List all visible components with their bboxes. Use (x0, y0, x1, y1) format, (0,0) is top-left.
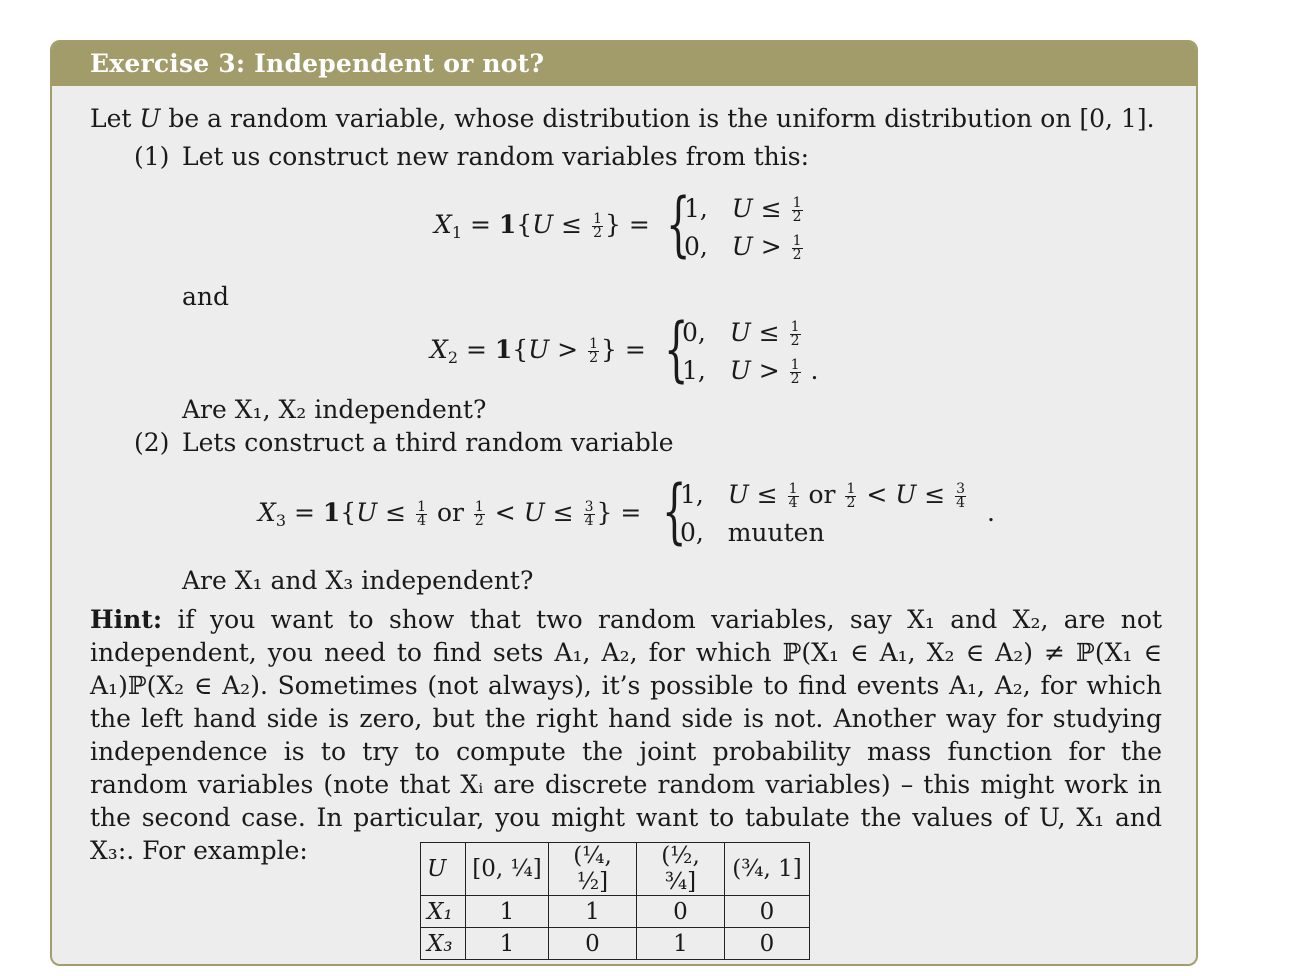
part1-number: (1) (134, 142, 170, 171)
equation-x2-lhs: $X_2 = 1\{U$ > $\frac{1}{2}$ } = (430, 335, 646, 367)
intro-line (90, 104, 1155, 133)
or-word: or (436, 498, 464, 527)
equation-x1-lhs: $X_1 = 1\{U$ ≤ $\frac{1}{2}$ } = (434, 210, 650, 242)
hint-paragraph (90, 603, 1162, 867)
table-cell: 0 (725, 896, 810, 928)
table-cell: 1 (637, 928, 725, 960)
table-cell: 0 (549, 928, 637, 960)
table-row (421, 928, 810, 960)
table-header-row (421, 843, 810, 896)
table-header-cell: (¾, 1] (725, 843, 810, 896)
exercise-box (50, 40, 1198, 966)
equation-x2-case1: 0, U ≤ $\frac{1}{2}$ (682, 318, 800, 349)
intro-pre: Let (90, 104, 140, 133)
table-row (421, 896, 810, 928)
equation-x3-case1: 1, U ≤ $\frac{1}{4}$ or $\frac{1}{2}$ < U ≤ $\frac{3}{4}$ (680, 480, 966, 511)
equation-x2-case2: 1, U > $\frac{1}{2}$ . (682, 356, 819, 387)
table-cell: 1 (466, 896, 549, 928)
intro-post: be a random variable, whose distribution is the uniform distribution on [0, 1]. (160, 104, 1155, 133)
equation-x3-lhs: $X_3 = 1\{U$ ≤ $\frac{1}{4}$ or $\frac{1}{2}$ < U ≤ $\frac{3}{4}$ } = (258, 498, 642, 530)
table-header-cell: (¼, ½] (549, 843, 637, 896)
hint-text: if you want to show that two random variables, say X₁ and X₂, are not independent, you need to find sets A₁, A₂, for which ℙ(X₁ ∈ A₁, X₂ ∈ A₂) ≠ ℙ(X₁ ∈ A₁)ℙ(X₂ ∈ A₂). Sometimes (not always), it’s possible to find events A₁, A₂, for which the left hand side is zero, but the right hand side is not. Another way for studying independence is to try to compute the joint probability mass function for the random variables (note that Xᵢ are discrete random variables) – this might work in the second case. In particular, you might want to tabulate the values of U, X₁ and X₃:. For example: (90, 605, 1162, 865)
table-row-label: X₃ (421, 928, 466, 960)
equation-x3-case2: 0, muuten (680, 518, 825, 547)
table-header-cell: U (421, 843, 466, 896)
table-cell: 0 (637, 896, 725, 928)
part2-text: Lets construct a third random variable (182, 428, 674, 457)
equation-x1-case2: 0, U > $\frac{1}{2}$ (684, 232, 802, 263)
equation-x3-brace: { (662, 470, 687, 552)
and-text: and (182, 282, 230, 311)
equation-x1-case1: 1, U ≤ $\frac{1}{2}$ (684, 194, 802, 225)
values-table (420, 842, 810, 960)
otherwise-word: muuten (727, 518, 825, 547)
equation-x2-brace: { (664, 308, 689, 390)
exercise-title: Exercise 3: Independent or not? (52, 42, 1196, 86)
table-row-label: X₁ (421, 896, 466, 928)
table-cell: 1 (549, 896, 637, 928)
table-cell: 1 (466, 928, 549, 960)
table-header-cell: [0, ¼] (466, 843, 549, 896)
part2-question: Are X₁ and X₃ independent? (182, 566, 534, 595)
table-cell: 0 (725, 928, 810, 960)
part1-text: Let us construct new random variables from this: (182, 142, 810, 171)
equation-x3-period: . (987, 498, 995, 527)
table-header-cell: (½, ¾] (637, 843, 725, 896)
part1-question: Are X₁, X₂ independent? (182, 395, 487, 424)
equation-x1-brace: { (666, 183, 691, 265)
intro-var: U (139, 104, 161, 133)
part2-number: (2) (134, 428, 170, 457)
hint-label: Hint: (90, 605, 163, 634)
